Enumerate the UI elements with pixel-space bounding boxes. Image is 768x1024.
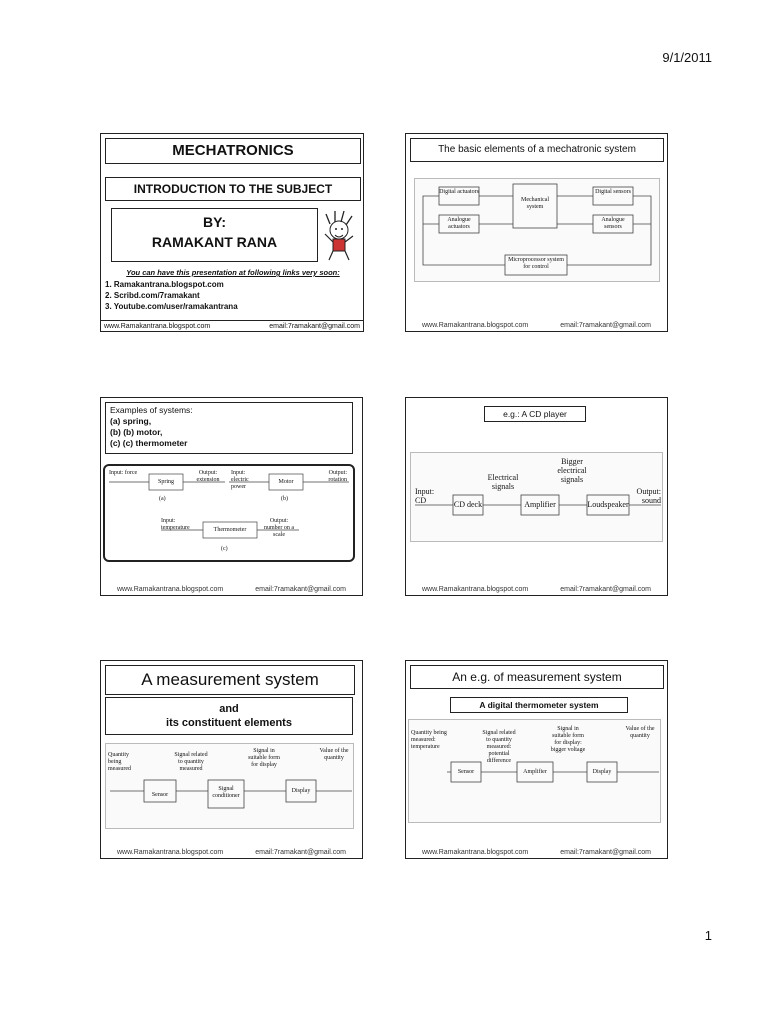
footer-email: email:7ramakant@gmail.com [560,322,651,329]
c-label: (c) [221,546,228,552]
thermometer-figure [408,719,661,823]
measurement-figure [105,743,354,829]
block-mechanical-system: Mechanical system [521,197,549,210]
signal-related-label: Signal related to quantity measured: potential difference [482,730,516,764]
page-date: 9/1/2011 [662,50,712,65]
slide-1 [100,133,364,332]
slide-title: An e.g. of measurement system [410,665,664,689]
sensor-block: Sensor [457,769,475,775]
a-box: Spring [157,479,174,485]
slide-title: A measurement system [105,665,355,695]
signal-conditioner-block: Signal conditioner [212,786,240,799]
subtitle-box [105,697,353,735]
loudspeaker-block: Loudspeaker [587,500,629,509]
amplifier-block: Amplifier [523,769,547,775]
slide-footer [101,320,363,331]
display-block: Display [592,769,612,775]
by-label: BY: [202,214,227,230]
example-item: (b) (b) motor, [110,427,163,437]
subtitle-and: and [219,703,239,715]
slide-footer [406,849,667,856]
footer-blog: www.Ramakantrana.blogspot.com [117,586,224,593]
block-analogue-actuators: Analogue actuators [447,217,471,230]
examples-heading: Examples of systems: [110,405,193,415]
footer-email: email:7ramakant@gmail.com [560,849,651,856]
footer-blog: www.Ramakantrana.blogspot.com [422,586,529,593]
diagram-figure [414,178,660,282]
systems-figure [103,464,355,562]
quantity-label: Quantity being measured: temperature [411,730,447,750]
block-digital-sensors: Digital sensors [595,189,631,195]
slide-footer [406,586,667,593]
c-box: Thermometer [213,527,247,533]
footer-blog: www.Ramakantrana.blogspot.com [104,323,211,330]
c-output: Output: number on a scale [264,518,294,538]
footer-email: email:7ramakant@gmail.com [255,849,346,856]
b-label: (b) [281,496,288,502]
slide-title: The basic elements of a mechatronic system [410,138,664,162]
signal-1: Electrical signals [487,473,519,491]
slide-title: MECHATRONICS [105,138,361,164]
a-output: Output: extension [196,470,220,483]
example-item: (a) spring, [110,416,152,426]
display-block: Display [291,788,311,794]
author-name: RAMAKANT RANA [151,234,278,250]
example-item: (c) (c) thermometer [110,438,188,448]
signal-related-label: Signal related to quantity measured [174,752,208,772]
cd-player-figure [410,452,663,542]
quantity-label: Quantity being measured [108,752,131,772]
slide-4 [405,397,668,596]
footer-blog: www.Ramakantrana.blogspot.com [117,849,224,856]
link-item: 3. Youtube.com/user/ramakantrana [105,302,238,311]
slide-6 [405,660,668,859]
slide-2 [405,133,668,332]
value-label: Value of the quantity [625,726,655,739]
slide-footer [406,322,667,329]
footer-blog: www.Ramakantrana.blogspot.com [422,849,529,856]
amplifier-block: Amplifier [524,500,556,509]
sensor-block: Sensor [151,792,169,798]
slide-5 [100,660,363,859]
examples-box [105,402,353,454]
cd-deck-block: CD deck [453,500,483,509]
block-microprocessor: Microprocessor system for control [508,257,564,270]
a-input: Input: force [109,470,138,476]
footer-email: email:7ramakant@gmail.com [269,323,360,330]
a-label: (a) [159,496,166,502]
subtitle-elements: its constituent elements [166,717,292,729]
cd-input: Input: CD [415,487,435,505]
page-number: 1 [704,928,712,943]
slide-footer [101,849,362,856]
footer-email: email:7ramakant@gmail.com [560,586,651,593]
signal-form-label: Signal in suitable form for display: bigger voltage [550,726,586,753]
links-heading: You can have this presentation at following links very soon: [126,268,340,277]
slide-subtitle: INTRODUCTION TO THE SUBJECT [105,177,361,201]
slide-3 [100,397,363,596]
signal-form-label: Signal in suitable form for display [248,748,280,768]
cd-arrows [411,453,664,543]
slide-title: e.g.: A CD player [484,406,586,422]
footer-email: email:7ramakant@gmail.com [255,586,346,593]
b-input: Input: electric power [231,470,249,490]
b-output: Output: rotation [328,470,347,483]
signal-2: Bigger electrical signals [557,457,587,484]
slide-footer [101,586,362,593]
c-input: Input: temperature [161,518,190,531]
link-item: 2. Scribd.com/7ramakant [105,291,200,300]
slide-subtitle: A digital thermometer system [450,697,628,713]
block-digital-actuators: Digital actuators [439,189,479,195]
footer-blog: www.Ramakantrana.blogspot.com [422,322,529,329]
link-item: 1. Ramakantrana.blogspot.com [105,280,224,289]
b-box: Motor [278,479,294,485]
cd-output: Output: sound [636,487,661,505]
value-label: Value of the quantity [319,748,349,761]
block-analogue-sensors: Analogue sensors [601,217,625,230]
